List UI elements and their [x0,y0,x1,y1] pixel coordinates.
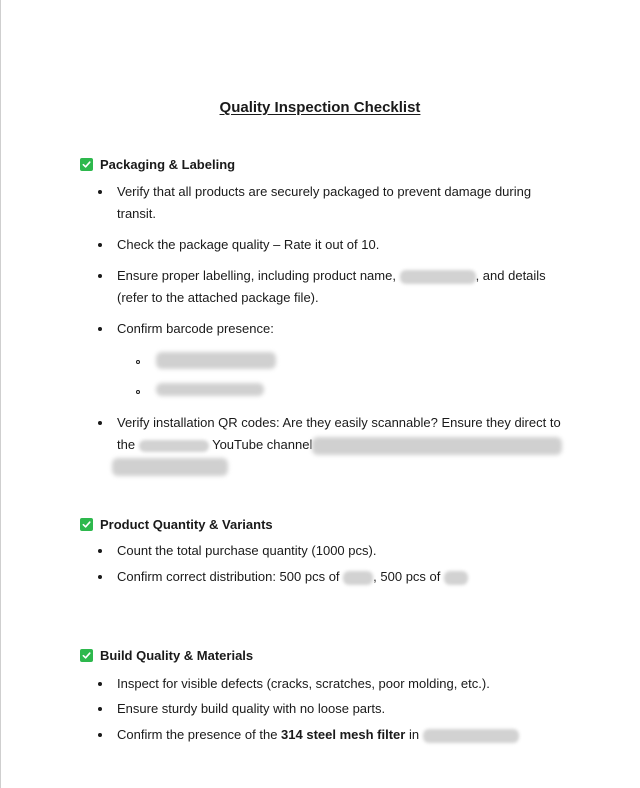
list-item-text-continued [117,434,312,456]
redacted-barcode-item [156,383,264,396]
bullet-dot [98,243,102,247]
list-item-text: Confirm barcode presence: [117,321,274,336]
document-title: Quality Inspection Checklist [219,99,421,116]
redacted-link [112,458,228,476]
redacted-text [423,729,519,743]
list-item-text-part: , and details [475,268,546,283]
bullet-dot [98,274,102,278]
list-item-text-part: the [117,437,136,452]
list-item-text [117,724,519,746]
section-heading-quantity [80,517,273,532]
section-heading-label: Product Quantity & Variants [100,517,273,532]
list-item-text-part: Ensure proper labelling, including product name, [117,268,396,283]
section-heading-build-quality [80,648,253,663]
section-heading-label: Packaging & Labeling [100,157,236,172]
bullet-dot [98,707,102,711]
list-item-text: Ensure sturdy build quality with no loose parts. [117,701,386,716]
redacted-text [444,571,468,585]
list-item-text-continued: transit. [117,206,157,221]
list-item-bold-text: 314 steel mesh filter [281,727,406,742]
redacted-text [139,440,209,452]
list-item-text-part: , 500 pcs of [373,569,441,584]
page-edge-rule [0,0,1,788]
section-heading-label: Build Quality & Materials [100,648,254,663]
list-item-text: Verify installation QR codes: Are they easily scannable? Ensure they direct to [117,415,561,430]
list-item-text: Count the total purchase quantity (1000 pcs). [117,543,377,558]
section-heading-packaging [80,157,235,172]
list-item-text-continued: (refer to the attached package file). [117,290,319,305]
redacted-barcode-item [156,352,276,369]
redacted-link [312,437,562,455]
redacted-text [343,571,373,585]
sub-bullet-circle [136,390,140,394]
list-item-text-part: Confirm the presence of the [117,727,278,742]
list-item-text: Verify that all products are securely packaged to prevent damage during [117,184,532,199]
bullet-dot [98,190,102,194]
list-item-text-part: Confirm correct distribution: 500 pcs of [117,569,340,584]
list-item-text [117,265,546,287]
bullet-dot [98,682,102,686]
list-item-text [117,566,468,588]
bullet-dot [98,421,102,425]
bullet-dot [98,733,102,737]
checkbox-checked-icon [80,649,93,662]
bullet-dot [98,549,102,553]
bullet-dot [98,327,102,331]
sub-bullet-circle [136,360,140,364]
checkbox-checked-icon [80,158,93,171]
list-item-text-part: YouTube channel [212,437,313,452]
list-item-text: Check the package quality – Rate it out of 10. [117,237,380,252]
checkbox-checked-icon [80,518,93,531]
list-item-text: Inspect for visible defects (cracks, scratches, poor molding, etc.). [117,676,490,691]
bullet-dot [98,575,102,579]
redacted-text [400,270,476,284]
list-item-text-part: in [408,727,420,742]
